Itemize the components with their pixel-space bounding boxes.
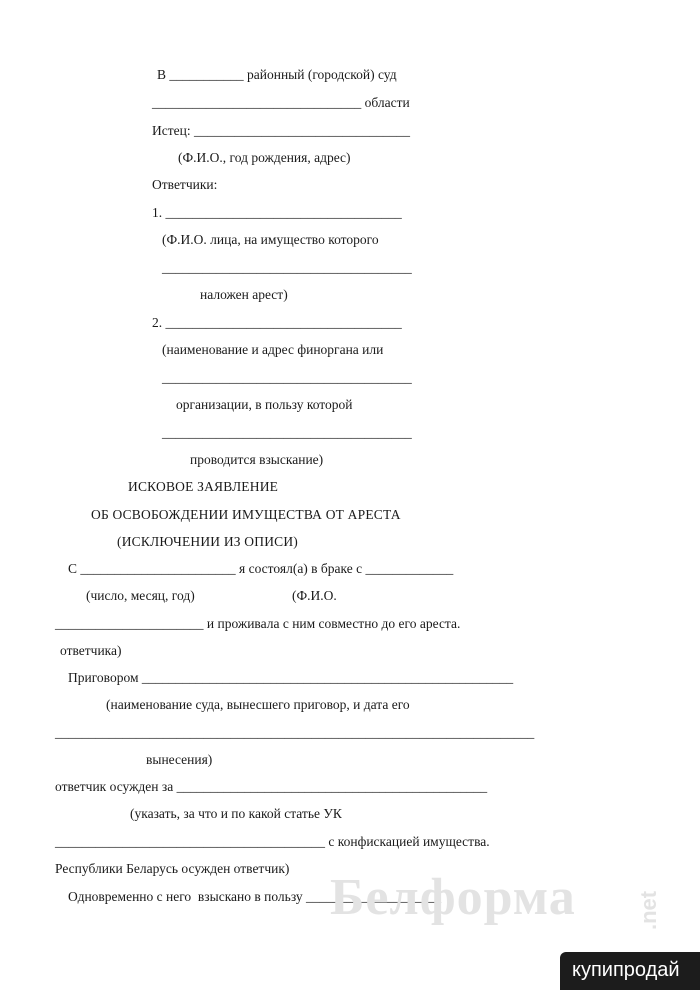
defendant2-hint-a: (наименование и адрес финоргана или	[162, 342, 384, 357]
sentence-blank: _______________________________________________________________________	[55, 725, 535, 740]
defendant2-blank-b: _____________________________________	[162, 425, 412, 440]
plaintiff-hint: (Ф.И.О., год рождения, адрес)	[178, 150, 351, 165]
site-badge[interactable]	[560, 952, 700, 990]
site-badge-label: купипродай	[572, 959, 680, 981]
defendant-hint: ответчика)	[60, 643, 122, 658]
defendant1-hint-b: наложен арест)	[200, 287, 288, 302]
defendants-label: Ответчики:	[152, 177, 218, 192]
document-title: ИСКОВОЕ ЗАЯВЛЕНИЕ	[128, 479, 279, 494]
recovery-line: Одновременно с него взыскано в пользу ____________________	[68, 889, 442, 904]
region-line: _______________________________ области	[152, 95, 410, 110]
document-title-subject: ОБ ОСВОБОЖДЕНИИ ИМУЩЕСТВА ОТ АРЕСТА	[91, 507, 401, 522]
defendant2-blank-a: _____________________________________	[162, 370, 412, 385]
document-title-note: (ИСКЛЮЧЕНИИ ИЗ ОПИСИ)	[117, 534, 298, 549]
article-hint: (указать, за что и по какой статье УК	[130, 806, 342, 821]
cohabitation-line: ______________________ и проживала с ним совместно до его ареста.	[55, 616, 461, 631]
defendant2-hint-b: организации, в пользу которой	[176, 397, 353, 412]
plaintiff-line: Истец: ________________________________	[152, 123, 410, 138]
confiscation-line: ________________________________________ с конфискацией имущества.	[55, 834, 490, 849]
date-hint: (число, месяц, год)	[86, 588, 195, 603]
republic-hint: Республики Беларусь осужден ответчик)	[55, 861, 290, 876]
sentence-date-hint: вынесения)	[146, 752, 213, 767]
sentence-line: Приговором _______________________________________________________	[68, 670, 514, 685]
conviction-line: ответчик осужден за ______________________________________________	[55, 779, 488, 794]
watermark-suffix-text: .net	[636, 890, 661, 930]
defendant2-hint-c: проводится взыскание)	[190, 452, 324, 467]
marriage-line: С _______________________ я состоял(а) в браке с _____________	[68, 561, 454, 576]
name-hint: (Ф.И.О.	[292, 588, 337, 603]
watermark-suffix	[626, 868, 682, 928]
court-line: В ___________ районный (городской) суд	[157, 67, 397, 82]
court-name-hint: (наименование суда, вынесшего приговор, и дата его	[106, 697, 410, 712]
defendant2-line: 2. ___________________________________	[152, 315, 402, 330]
defendant1-hint-a: (Ф.И.О. лица, на имущество которого	[162, 232, 379, 247]
defendant1-line: 1. ___________________________________	[152, 205, 402, 220]
defendant1-blank: _____________________________________	[162, 260, 412, 275]
watermark-logo: Белформа	[330, 869, 576, 926]
